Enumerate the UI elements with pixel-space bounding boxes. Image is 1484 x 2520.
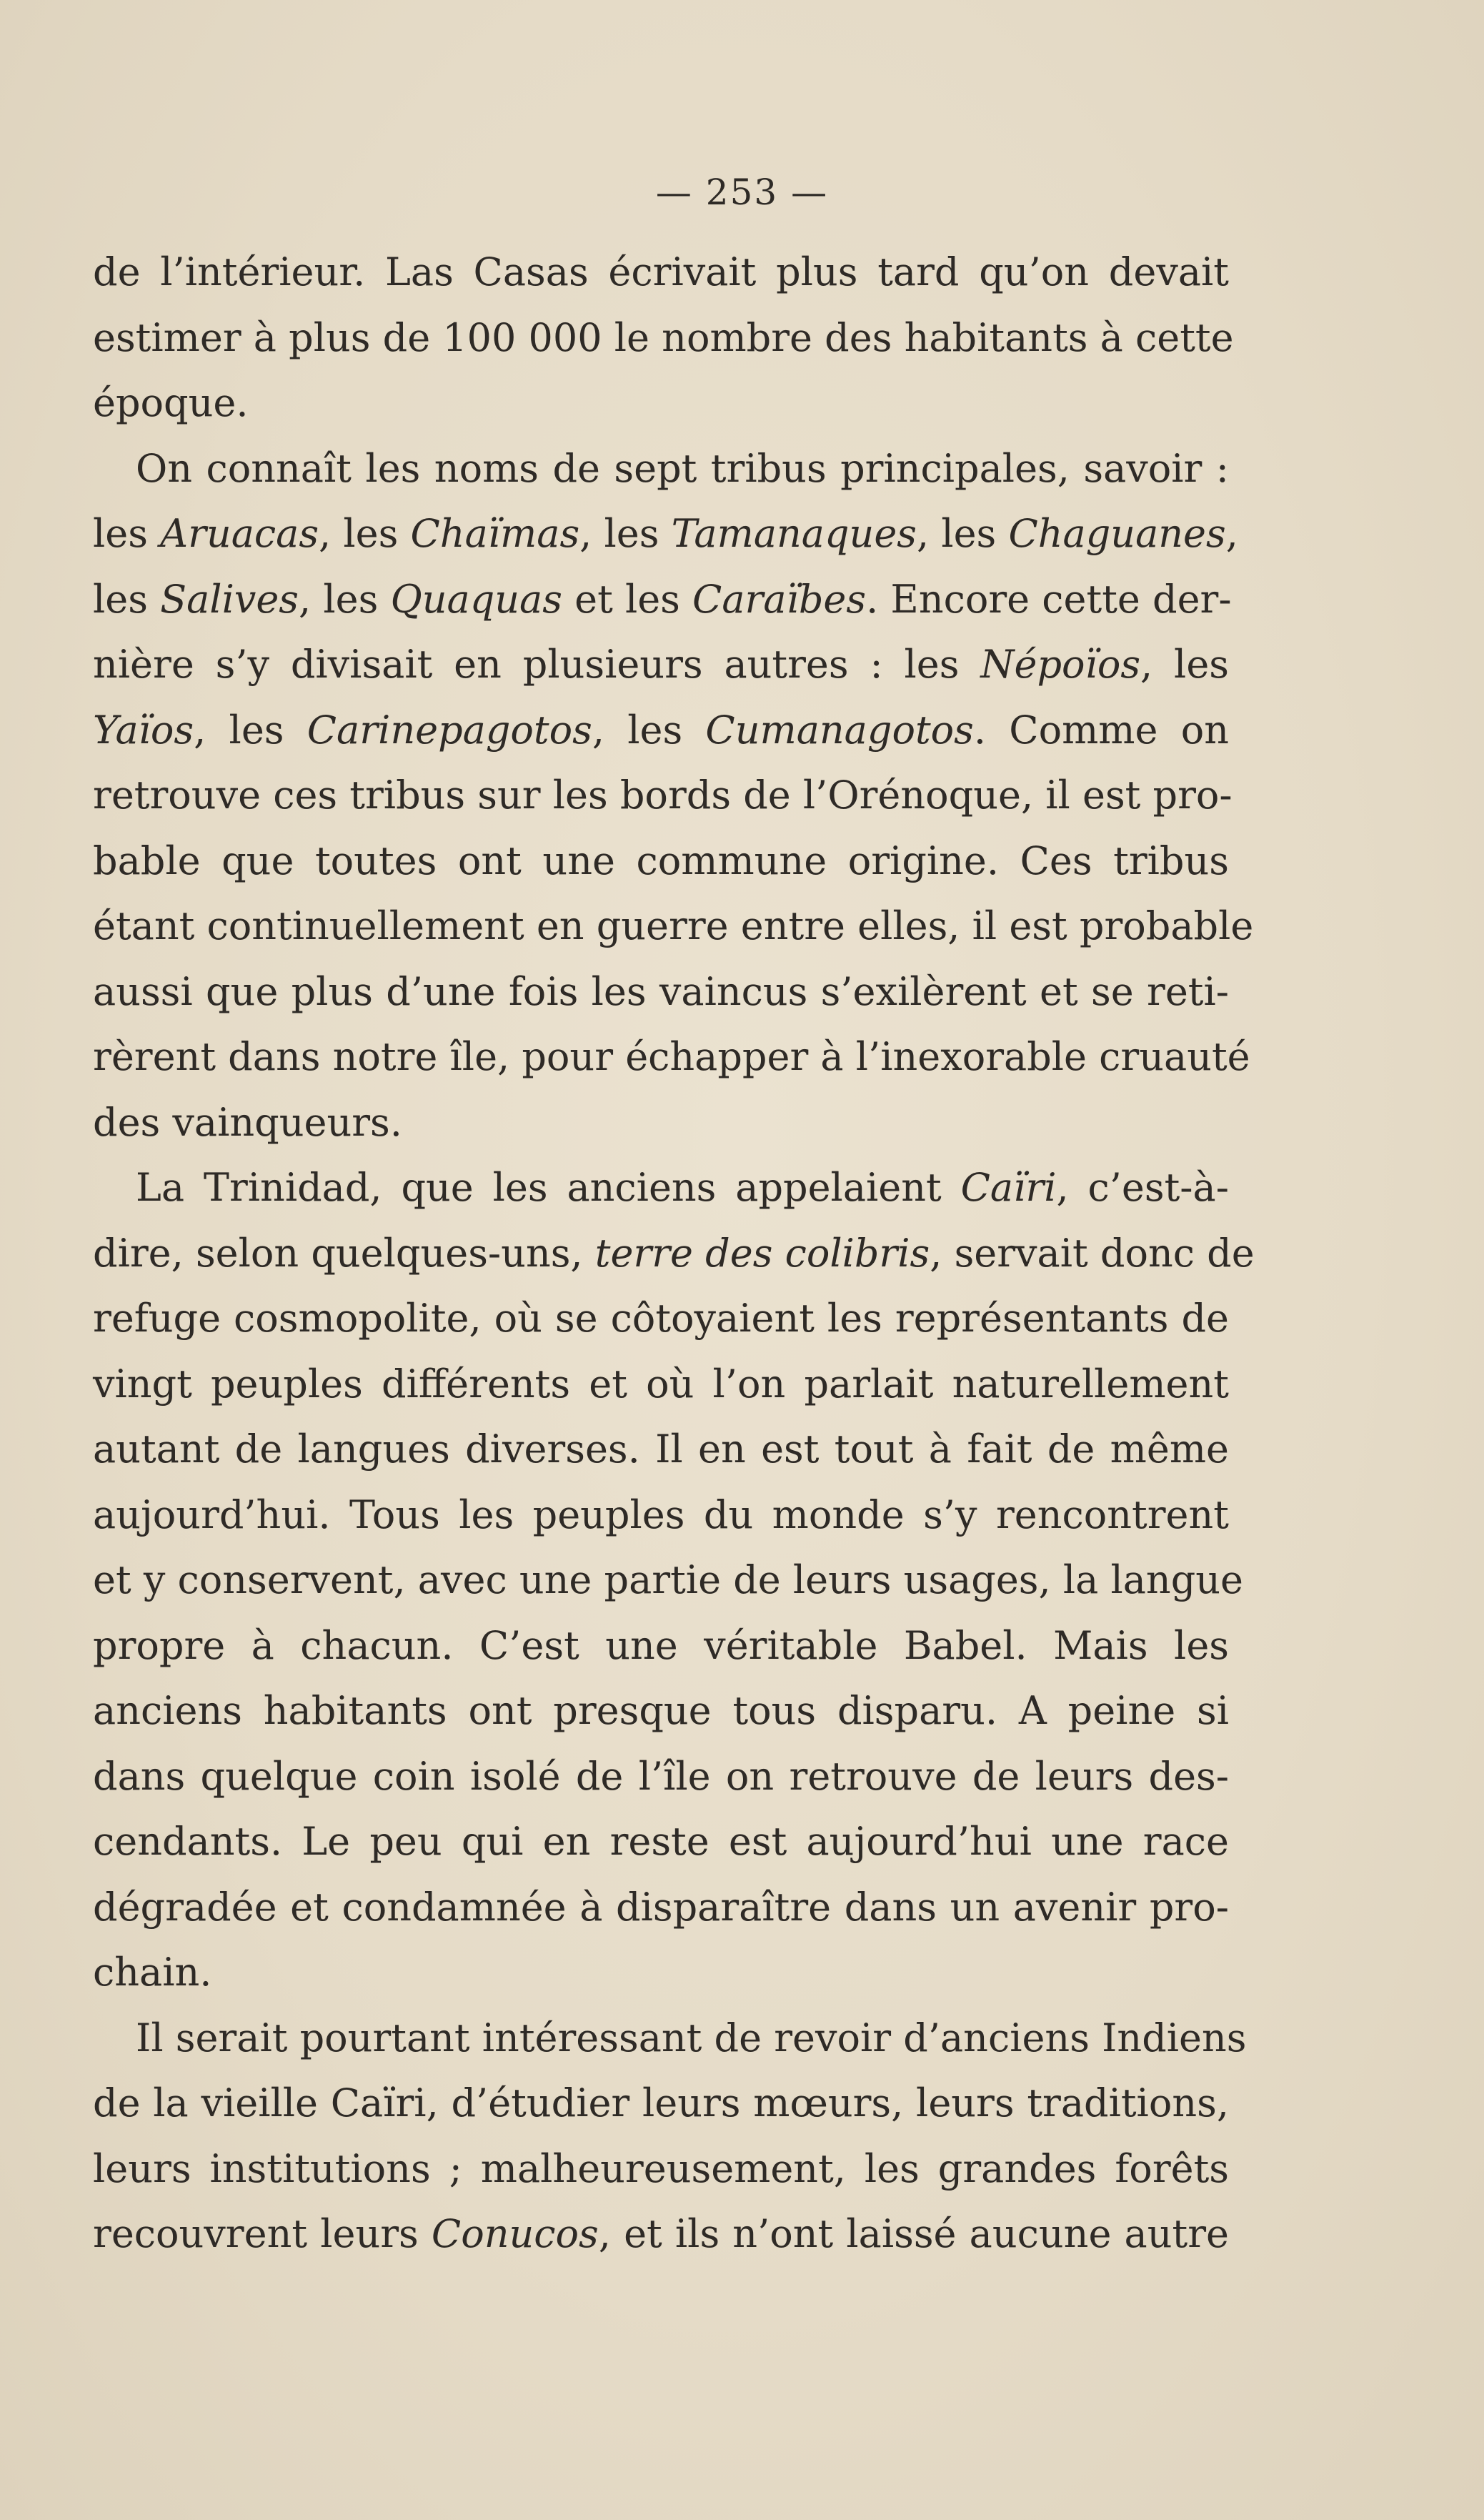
text-line: époque.	[93, 380, 249, 425]
text-line: les Salives, les Quaquas et les Caraïbes. Encore cette der-	[93, 576, 1232, 622]
text-line: Yaïos, les Carinepagotos, les Cumanagotos. Comme on	[93, 707, 1229, 753]
text-line: et y conservent, avec une partie de leurs usages, la langue	[93, 1557, 1244, 1602]
text-line: des vainqueurs.	[93, 1099, 402, 1145]
text-line: étant continuellement en guerre entre elles, il est probable	[93, 903, 1254, 948]
text-line: Il serait pourtant intéressant de revoir d’anciens Indiens	[136, 2015, 1247, 2060]
text-line: anciens habitants ont presque tous disparu. A peine si	[93, 1688, 1229, 1733]
text-line: aussi que plus d’une fois les vaincus s’exilèrent et se reti-	[93, 968, 1229, 1014]
text-line: retrouve ces tribus sur les bords de l’Orénoque, il est pro-	[93, 773, 1232, 818]
text-line: leurs institutions ; malheureusement, les grandes forêts	[93, 2146, 1229, 2191]
body-text	[93, 239, 1255, 2267]
text-line: de la vieille Caïri, d’étudier leurs mœurs, leurs traditions,	[93, 2080, 1229, 2125]
text-line: La Trinidad, que les anciens appelaient Caïri, c’est-à-	[136, 1165, 1229, 1210]
page-number: — 253 —	[655, 172, 829, 213]
text-line: dégradée et condamnée à disparaître dans un avenir pro-	[93, 1884, 1229, 1930]
text-line: propre à chacun. C’est une véritable Babel. Mais les	[93, 1622, 1229, 1668]
text-line: vingt peuples différents et où l’on parlait naturellement	[93, 1361, 1229, 1407]
text-line: cendants. Le peu qui en reste est aujourd’hui une race	[93, 1819, 1229, 1864]
text-line: les Aruacas, les Chaïmas, les Tamanaques, les Chaguanes,	[93, 511, 1238, 556]
text-line: On connaît les noms de sept tribus principales, savoir :	[136, 445, 1229, 491]
text-line: aujourd’hui. Tous les peuples du monde s’y rencontrent	[93, 1492, 1229, 1537]
text-line: estimer à plus de 100 000 le nombre des habitants à cette	[93, 314, 1234, 360]
text-line: autant de langues diverses. Il en est tout à fait de même	[93, 1427, 1229, 1472]
text-line: dans quelque coin isolé de l’île on retrouve de leurs des-	[93, 1753, 1229, 1799]
text-line: bable que toutes ont une commune origine. Ces tribus	[93, 838, 1229, 883]
text-line: refuge cosmopolite, où se côtoyaient les représentants de	[93, 1296, 1229, 1341]
text-line: rèrent dans notre île, pour échapper à l’inexorable cruauté	[93, 1034, 1250, 1079]
text-line: nière s’y divisait en plusieurs autres : les Népoïos, les	[93, 642, 1229, 687]
text-line: chain.	[93, 1950, 212, 1995]
text-line: recouvrent leurs Conucos, et ils n’ont laissé aucune autre	[93, 2211, 1229, 2256]
text-line: dire, selon quelques-uns, terre des colibris, servait donc de	[93, 1230, 1255, 1276]
text-line: de l’intérieur. Las Casas écrivait plus tard qu’on devait	[93, 249, 1229, 294]
